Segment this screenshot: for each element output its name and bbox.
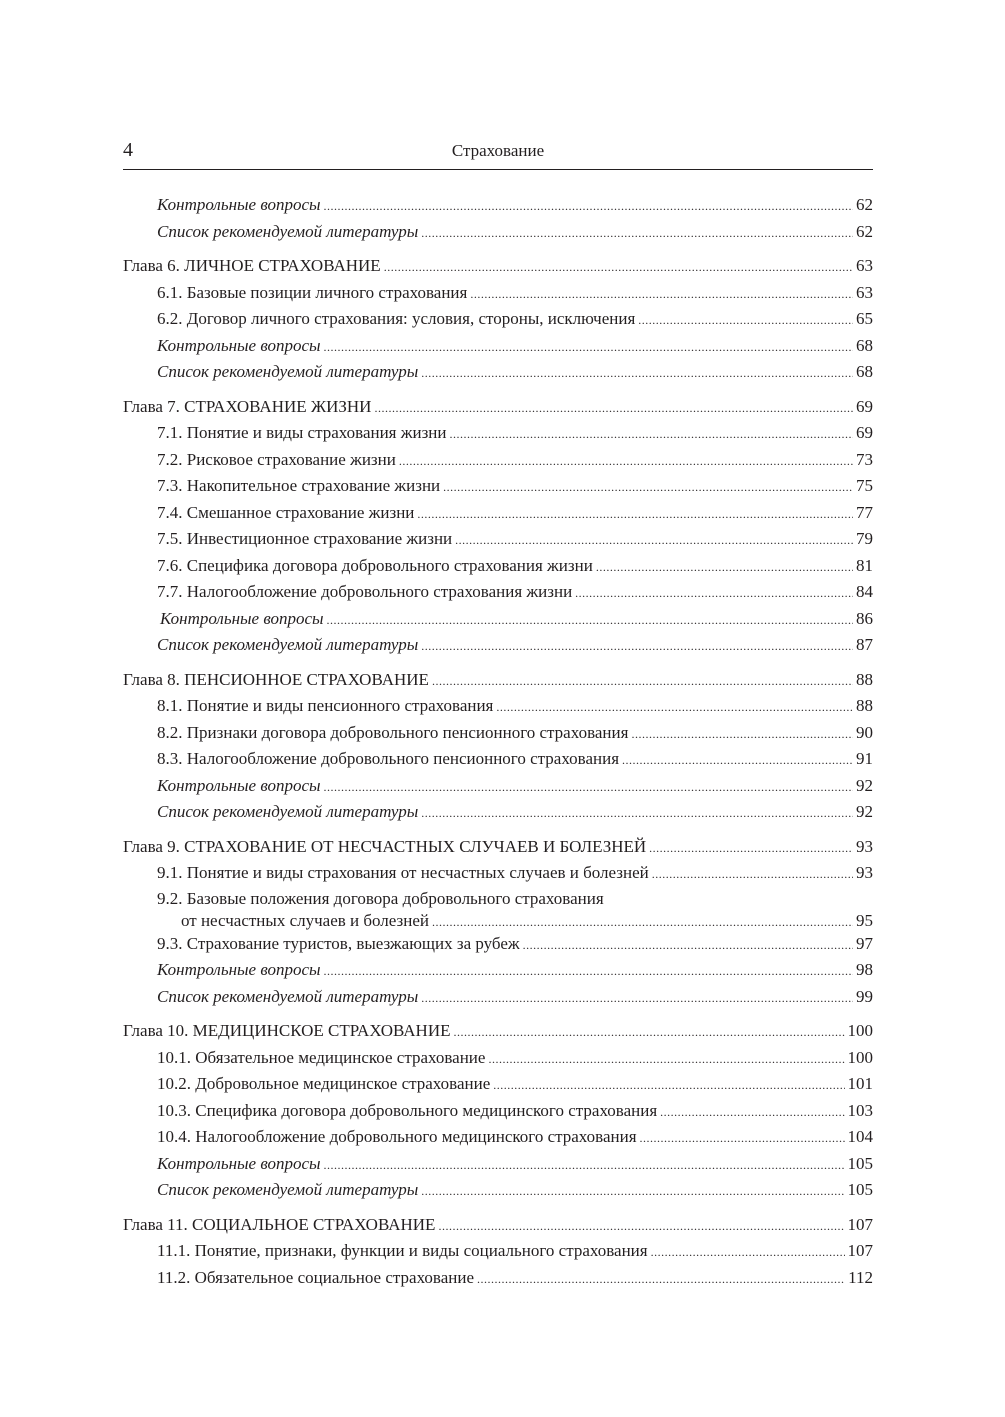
dot-leader	[421, 359, 853, 386]
dot-leader	[417, 500, 853, 527]
toc-entry-page: 65	[856, 309, 873, 328]
toc-entry[interactable]	[123, 1238, 873, 1265]
toc-entry-label: 6.1. Базовые позиции личного страхования	[157, 282, 468, 302]
toc-entry[interactable]	[123, 333, 873, 360]
toc-entry-page: 99	[856, 986, 873, 1006]
toc-entry[interactable]	[123, 219, 873, 246]
dot-leader	[493, 1071, 844, 1098]
dot-leader	[640, 1124, 845, 1151]
toc-entry-page: 97	[856, 933, 873, 953]
toc-entry-page: 107	[847, 1241, 873, 1260]
dot-leader	[327, 606, 853, 633]
toc-entry-page: 112	[848, 1267, 873, 1287]
toc-entry-page: 95	[856, 910, 873, 930]
dot-leader	[421, 1177, 844, 1204]
dot-leader	[488, 1045, 844, 1072]
dot-leader	[432, 667, 853, 694]
toc-entry[interactable]	[123, 473, 873, 500]
toc-entry[interactable]	[123, 192, 873, 219]
chapter-title-label: Глава 10. МЕДИЦИНСКОЕ СТРАХОВАНИЕ	[123, 1021, 451, 1040]
toc-entry[interactable]	[123, 931, 873, 958]
toc-entry[interactable]	[123, 420, 873, 447]
toc-entry-label: Список рекомендуемой литературы	[157, 986, 419, 1006]
dot-leader	[443, 473, 853, 500]
toc-chapter-9	[123, 834, 873, 1011]
toc-entry-label: Список рекомендуемой литературы	[157, 362, 419, 381]
toc-entry-page: 93	[856, 863, 873, 882]
dot-leader	[660, 1098, 844, 1125]
toc-entry-page: 81	[856, 555, 873, 575]
toc-chapter-title[interactable]	[123, 834, 873, 861]
dot-leader	[651, 1238, 845, 1265]
toc-entry-label: 7.5. Инвестиционное страхование жизни	[157, 529, 453, 548]
toc-chapter-11	[123, 1212, 873, 1292]
toc-entry-label: 7.4. Смешанное страхование жизни	[157, 502, 415, 522]
toc-entry-page: 84	[856, 582, 873, 601]
toc-entry[interactable]	[123, 746, 873, 773]
toc-entry-label: Контрольные вопросы	[157, 195, 321, 214]
toc-entry-label: 10.3. Специфика договора добровольного медицинского страхования	[157, 1100, 658, 1120]
toc-entry-page: 62	[856, 221, 873, 241]
header-rule	[123, 169, 873, 170]
chapter-title-label: Глава 8. ПЕНСИОННОЕ СТРАХОВАНИЕ	[123, 669, 429, 689]
toc-entry-page: 98	[856, 960, 873, 979]
dot-leader	[477, 1265, 845, 1292]
toc-entry-page: 63	[856, 282, 873, 302]
chapter-title-label: Глава 7. СТРАХОВАНИЕ ЖИЗНИ	[123, 396, 372, 416]
toc-entry[interactable]	[123, 773, 873, 800]
dot-leader	[384, 253, 853, 280]
toc-entry-label: 10.1. Обязательное медицинское страхование	[157, 1047, 486, 1067]
chapter-page: 63	[856, 256, 873, 275]
toc-entry-label: 6.2. Договор личного страхования: условия, стороны, исключения	[157, 309, 636, 328]
toc-chapter-7	[123, 394, 873, 659]
toc-entry-page: 69	[856, 423, 873, 442]
toc-entry[interactable]	[123, 447, 873, 474]
toc-entry-label: 7.7. Налогообложение добровольного страхования жизни	[157, 582, 573, 601]
toc-entry-page: 92	[856, 775, 873, 795]
dot-leader	[324, 192, 853, 219]
toc-entry[interactable]	[123, 693, 873, 720]
chapter-title-label: Глава 11. СОЦИАЛЬНОЕ СТРАХОВАНИЕ	[123, 1214, 436, 1234]
toc-entry-label: Контрольные вопросы	[160, 608, 324, 628]
toc-entry-line1[interactable]	[123, 887, 873, 910]
toc-entry-label: 9.3. Страхование туристов, выезжающих за рубеж	[157, 933, 520, 953]
toc-entry[interactable]	[123, 957, 873, 984]
chapter-title-label: Глава 9. СТРАХОВАНИЕ ОТ НЕСЧАСТНЫХ СЛУЧАЕВ И БОЛЕЗНЕЙ	[123, 836, 647, 856]
toc-entry-page: 103	[847, 1100, 873, 1120]
toc-entry-label: 11.1. Понятие, признаки, функции и виды социального страхования	[157, 1241, 648, 1260]
dot-leader	[438, 1212, 844, 1239]
toc-entry-page: 88	[856, 696, 873, 715]
toc-entry-label: Список рекомендуемой литературы	[157, 1180, 419, 1199]
toc-chapter-title[interactable]	[123, 1018, 873, 1045]
dot-leader	[631, 720, 853, 747]
toc-entry-page: 91	[856, 749, 873, 768]
toc-chapter-8	[123, 667, 873, 826]
toc-entry[interactable]	[123, 720, 873, 747]
toc-entry[interactable]	[123, 1098, 873, 1125]
toc-entry-page: 104	[847, 1127, 873, 1146]
toc-chapter-title[interactable]	[123, 667, 873, 694]
toc-entry[interactable]	[123, 606, 873, 633]
toc-entry[interactable]	[123, 1045, 873, 1072]
toc-entry-label: Контрольные вопросы	[157, 335, 321, 355]
dot-leader	[421, 632, 853, 659]
dot-leader	[324, 1151, 845, 1178]
dot-leader	[450, 420, 853, 447]
toc-entry-label: Список рекомендуемой литературы	[157, 802, 419, 821]
toc-entry-label: 7.1. Понятие и виды страхования жизни	[157, 423, 447, 442]
toc-entry[interactable]	[123, 579, 873, 606]
toc-entry-page: 68	[856, 335, 873, 355]
toc-entry-page: 86	[856, 608, 873, 628]
toc-entry-page: 68	[856, 362, 873, 381]
toc-entry-label: 11.2. Обязательное социальное страхование	[157, 1267, 475, 1287]
dot-leader	[374, 394, 853, 421]
toc-entry[interactable]	[123, 1151, 873, 1178]
dot-leader	[324, 333, 853, 360]
toc-entry-page: 92	[856, 802, 873, 821]
toc-entry-label: 10.4. Налогообложение добровольного медицинского страхования	[157, 1127, 637, 1146]
toc-entry[interactable]	[123, 1071, 873, 1098]
dot-leader	[496, 693, 853, 720]
toc-chapter-title[interactable]	[123, 1212, 873, 1239]
dot-leader	[638, 306, 853, 333]
dot-leader	[596, 553, 853, 580]
dot-leader	[421, 984, 853, 1011]
toc-entry-page: 75	[856, 476, 873, 495]
toc-chapter-title[interactable]	[123, 253, 873, 280]
toc-entry-page: 79	[856, 529, 873, 548]
toc-entry-label-continued: от несчастных случаев и болезней	[181, 910, 429, 930]
toc-entry-label: Контрольные вопросы	[157, 960, 321, 979]
toc-entry-page: 90	[856, 722, 873, 742]
dot-leader	[399, 447, 853, 474]
page-number: 4	[123, 139, 133, 161]
toc-chapter-10	[123, 1018, 873, 1204]
toc-entry[interactable]	[123, 280, 873, 307]
chapter-page: 93	[856, 836, 873, 856]
toc-entry[interactable]	[123, 306, 873, 333]
dot-leader	[523, 931, 853, 958]
toc-entry-label: Список рекомендуемой литературы	[157, 221, 419, 241]
toc-entry-label: Контрольные вопросы	[157, 1153, 321, 1173]
toc-chapter-5-tail	[123, 192, 873, 245]
toc-entry-label: 8.2. Признаки договора добровольного пенсионного страхования	[157, 722, 629, 742]
dot-leader	[324, 773, 853, 800]
chapter-page: 88	[856, 669, 873, 689]
toc-entry-label: 8.1. Понятие и виды пенсионного страхования	[157, 696, 494, 715]
dot-leader	[575, 579, 853, 606]
toc-chapter-title[interactable]	[123, 394, 873, 421]
dot-leader	[421, 219, 853, 246]
toc-entry[interactable]	[123, 1177, 873, 1204]
toc-entry-label: 10.2. Добровольное медицинское страхование	[157, 1074, 491, 1093]
dot-leader	[324, 957, 853, 984]
chapter-page: 69	[856, 396, 873, 416]
toc-entry[interactable]	[123, 1265, 873, 1292]
toc-entry[interactable]	[123, 860, 873, 887]
toc-entry[interactable]	[123, 799, 873, 826]
chapter-page: 107	[847, 1214, 873, 1234]
toc-entry-page: 100	[847, 1047, 873, 1067]
page-header	[123, 138, 873, 168]
toc-entry[interactable]	[123, 1124, 873, 1151]
toc-entry[interactable]	[123, 553, 873, 580]
toc-entry-page: 101	[847, 1074, 873, 1093]
toc-entry[interactable]	[123, 359, 873, 386]
toc-entry-line2[interactable]	[123, 910, 873, 931]
dot-leader	[622, 746, 853, 773]
table-of-contents	[123, 192, 873, 1299]
toc-entry-page: 87	[856, 635, 873, 654]
toc-entry-page: 73	[856, 449, 873, 469]
running-title: Страхование	[451, 141, 545, 160]
toc-entry-label: Список рекомендуемой литературы	[157, 635, 419, 654]
toc-entry-page: 77	[856, 502, 873, 522]
dot-leader	[470, 280, 853, 307]
chapter-page: 100	[847, 1021, 873, 1040]
dot-leader	[454, 1018, 845, 1045]
toc-entry-label: 7.3. Накопительное страхование жизни	[157, 476, 441, 495]
toc-entry-label: 7.2. Рисковое страхование жизни	[157, 449, 396, 469]
toc-entry-page: 105	[847, 1153, 873, 1173]
dot-leader	[652, 860, 853, 887]
toc-entry-page: 62	[856, 195, 873, 214]
toc-entry-label: 9.2. Базовые положения договора добровольного страхования	[157, 888, 604, 908]
toc-entry-label: 9.1. Понятие и виды страхования от несчастных случаев и болезней	[157, 863, 649, 882]
toc-entry-label: Контрольные вопросы	[157, 775, 321, 795]
toc-entry-page: 105	[847, 1180, 873, 1199]
dot-leader	[421, 799, 853, 826]
dot-leader	[649, 834, 853, 861]
toc-entry[interactable]	[123, 632, 873, 659]
toc-entry-label: 8.3. Налогообложение добровольного пенсионного страхования	[157, 749, 620, 768]
dot-leader	[455, 526, 853, 553]
toc-entry[interactable]	[123, 984, 873, 1011]
toc-entry[interactable]	[123, 500, 873, 527]
toc-chapter-6	[123, 253, 873, 386]
toc-entry[interactable]	[123, 526, 873, 553]
toc-entry-label: 7.6. Специфика договора добровольного страхования жизни	[157, 555, 593, 575]
chapter-title-label: Глава 6. ЛИЧНОЕ СТРАХОВАНИЕ	[123, 256, 381, 275]
